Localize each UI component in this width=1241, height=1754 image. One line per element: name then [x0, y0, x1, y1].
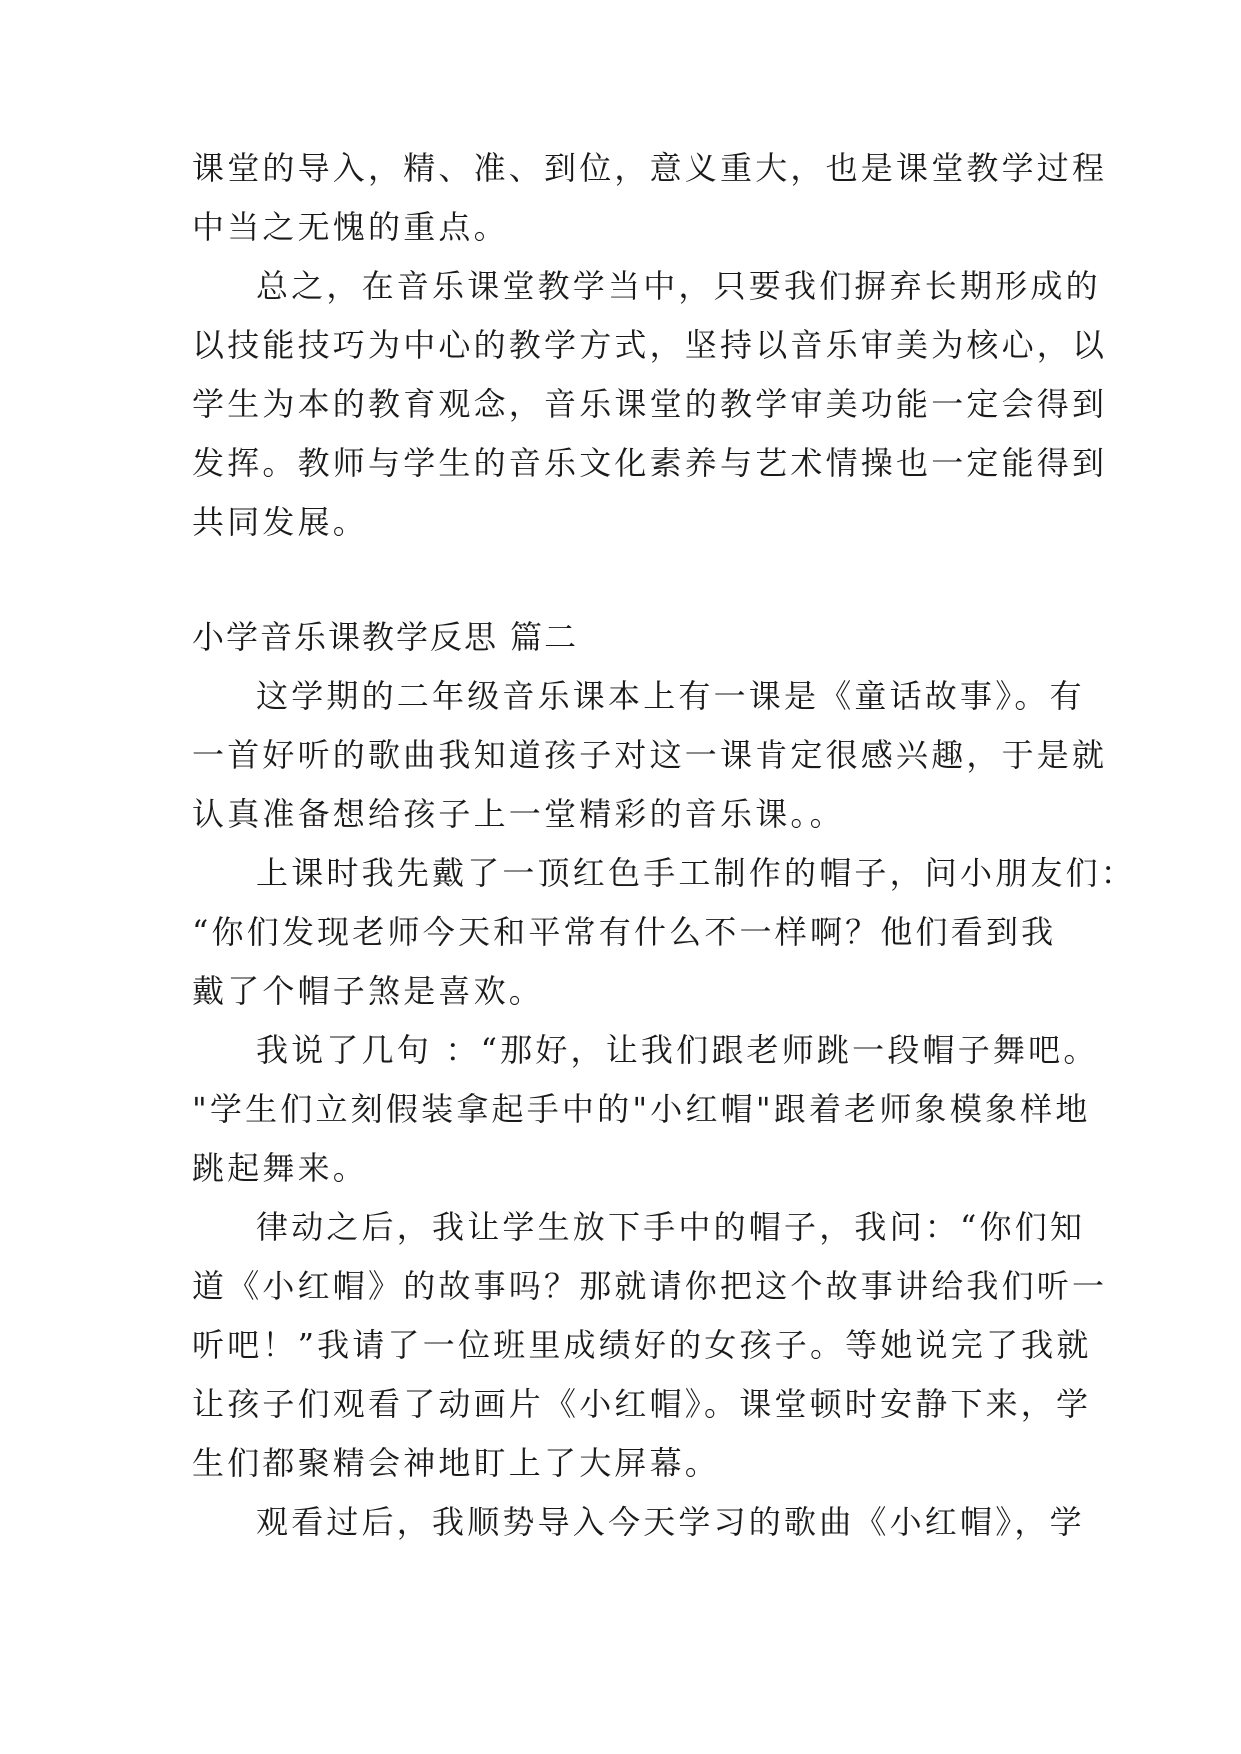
- paragraph-5-line-3: 跳起舞来。: [192, 1149, 369, 1187]
- paragraph-3-line-2: 一首好听的歌曲我知道孩子对这一课肯定很感兴趣，于是就: [192, 736, 1108, 774]
- paragraph-2-line-4: 发挥。教师与学生的音乐文化素养与艺术情操也一定能得到: [192, 444, 1108, 482]
- paragraph-7-line-1: 观看过后，我顺势导入今天学习的歌曲《小红帽》，学: [256, 1503, 1085, 1541]
- paragraph-6-line-1: 律动之后，我让学生放下手中的帽子，我问：“你们知: [256, 1208, 1086, 1246]
- paragraph-3-line-3: 认真准备想给孩子上一堂精彩的音乐课。。: [192, 795, 845, 833]
- paragraph-2-line-1: 总之，在音乐课堂教学当中，只要我们摒弃长期形成的: [256, 267, 1101, 305]
- section-heading: 小学音乐课教学反思 篇二: [192, 618, 579, 656]
- paragraph-6-line-2: 道《小红帽》的故事吗？那就请你把这个故事讲给我们听一: [192, 1267, 1108, 1305]
- paragraph-3-line-1: 这学期的二年级音乐课本上有一课是《童话故事》。有: [256, 677, 1085, 715]
- paragraph-6-line-4: 让孩子们观看了动画片《小红帽》。课堂顿时安静下来，学: [192, 1385, 1092, 1423]
- paragraph-1-line-1: 课堂的导入，精、准、到位，意义重大，也是课堂教学过程: [192, 149, 1108, 187]
- paragraph-2-line-5: 共同发展。: [192, 503, 369, 541]
- paragraph-5-line-1: 我说了几句 ：“那好，让我们跟老师跳一段帽子舞吧。: [256, 1031, 1099, 1069]
- paragraph-4-line-3: 戴了个帽子煞是喜欢。: [192, 972, 545, 1010]
- paragraph-6-line-5: 生们都聚精会神地盯上了大屏幕。: [192, 1444, 721, 1482]
- paragraph-4-line-2: “你们发现老师今天和平常有什么不一样啊？他们看到我: [192, 913, 1057, 951]
- paragraph-4-line-1: 上课时我先戴了一顶红色手工制作的帽子，问小朋友们：: [256, 854, 1137, 892]
- paragraph-1-line-2: 中当之无愧的重点。: [192, 208, 509, 246]
- paragraph-2-line-2: 以技能技巧为中心的教学方式，坚持以音乐审美为核心，以: [192, 326, 1108, 364]
- paragraph-2-line-3: 学生为本的教育观念，音乐课堂的教学审美功能一定会得到: [192, 385, 1108, 423]
- paragraph-5-line-2: "学生们立刻假装拿起手中的"小红帽"跟着老师象模象样地: [192, 1090, 1091, 1128]
- paragraph-6-line-3: 听吧！”我请了一位班里成绩好的女孩子。等她说完了我就: [192, 1326, 1092, 1364]
